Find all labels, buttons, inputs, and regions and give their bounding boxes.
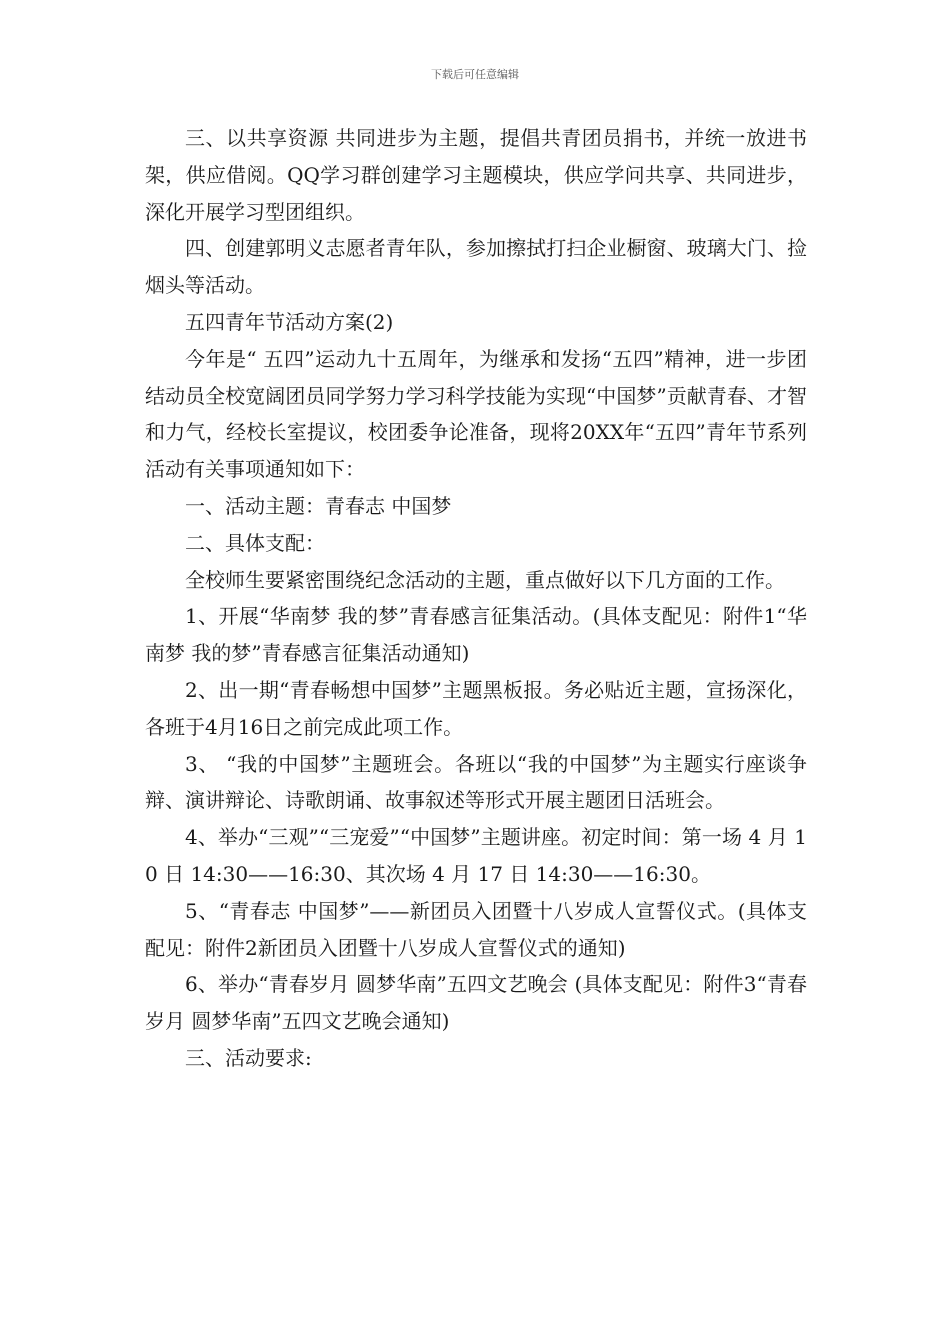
list-item-5: 5、“青春志 中国梦”——新团员入团暨十八岁成人宣誓仪式。(具体支配见：附件2新团员入团暨十八岁成人宣誓仪式的通知) — [145, 898, 807, 960]
list-item-1: 1、开展“华南梦 我的梦”青春感言征集活动。(具体支配见：附件1“华南梦 我的梦”青春感言征集活动通知) — [145, 604, 807, 666]
section-title-plan-2: 五四青年节活动方案(2) — [185, 309, 394, 334]
paragraph-arrangement-heading: 二、具体支配： — [185, 530, 325, 555]
paragraph-share-resources: 三、以共享资源 共同进步为主题，提倡共青团员捐书，并统一放进书架，供应借阅。QQ学习群创建学习主题模块，供应学问共享、共同进步，深化开展学习型团组织。 — [145, 126, 807, 224]
list-item-4: 4、举办“三观”“三宠爱”“中国梦”主题讲座。初定时间：第一场 4 月 10 日 14:30——16:30、其次场 4 月 17 日 14:30——16:30。 — [145, 825, 807, 886]
paragraph-volunteer-team: 四、创建郭明义志愿者青年队，参加擦拭打扫企业橱窗、玻璃大门、捡烟头等活动。 — [145, 236, 807, 298]
page-header-note: 下载后可任意编辑 — [431, 68, 519, 81]
list-item-2: 2、出一期“青春畅想中国梦”主题黑板报。务必贴近主题，宣扬深化，各班于4月16日之前完成此项工作。 — [145, 677, 807, 739]
paragraph-theme: 一、活动主题：青春志 中国梦 — [185, 493, 452, 518]
paragraph-requirements-heading: 三、活动要求: — [185, 1045, 312, 1070]
list-item-3: 3、 “我的中国梦”主题班会。各班以“我的中国梦”为主题实行座谈争辩、演讲辩论、诗歌朗诵、故事叙述等形式开展主题团日活班会。 — [145, 751, 807, 813]
document-body — [145, 120, 807, 1077]
list-item-6: 6、举办“青春岁月 圆梦华南”五四文艺晚会 (具体支配见：附件3“青春岁月 圆梦华南”五四文艺晚会通知) — [145, 972, 807, 1034]
paragraph-intro: 今年是“ 五四”运动九十五周年，为继承和发扬“五四”精神，进一步团结动员全校宽阔团员同学努力学习科学技能为实现“中国梦”贡献青春、才智和力气，经校长室提议，校团委争论准备，现将20XX年“五四”青年节系列活动有关事项通知如下： — [145, 346, 807, 482]
paragraph-arrangement-summary: 全校师生要紧密围绕纪念活动的主题，重点做好以下几方面的工作。 — [185, 567, 785, 592]
